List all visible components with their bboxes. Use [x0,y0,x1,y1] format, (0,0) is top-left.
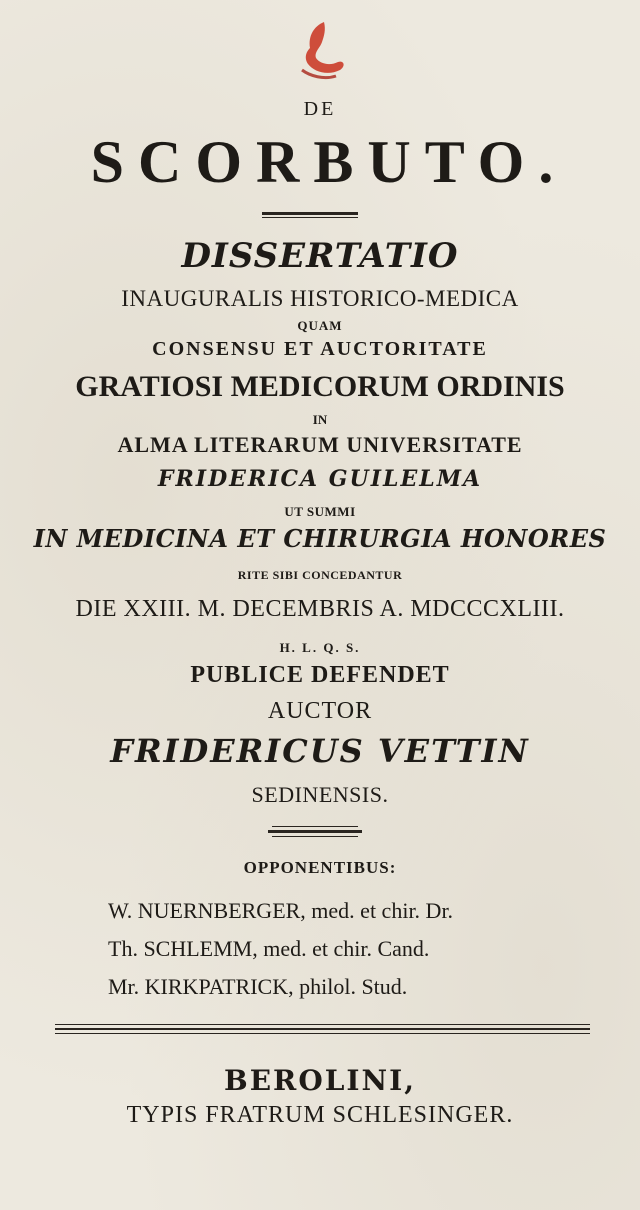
in-line: IN [312,412,328,427]
divider [262,217,358,218]
publice-line: PUBLICE DEFENDET [190,662,450,688]
title-subject: SCORBUTO. [90,129,568,195]
author-name: FRIDERICUS VETTIN [110,732,530,770]
date-line: DIE XXIII. M. DECEMBRIS A. MDCCCXLIII. [75,596,565,622]
ut-summi-line: UT SUMMI [284,504,356,519]
opponent-item: W. NUERNBERGER, med. et chir. Dr. [108,898,454,923]
opponent-item: Mr. KIRKPATRICK, philol. Stud. [108,974,408,999]
divider [272,836,358,837]
divider [55,1024,590,1025]
imprint-place: BEROLINI, [224,1064,416,1097]
consensu-line: CONSENSU ET AUCTORITATE [152,338,488,360]
divider [55,1028,590,1030]
university-name: FRIDERICA GUILELMA [157,466,483,492]
rite-line: RITE SIBI CONCEDANTUR [237,568,403,582]
divider [272,826,358,827]
title-preposition: DE [303,98,337,120]
opponentibus-heading: OPPONENTIBUS: [243,858,397,877]
inauguralis-line: INAUGURALIS HISTORICO-MEDICA [121,286,519,311]
honores-line: IN MEDICINA ET CHIRURGIA HONORES [33,524,607,553]
author-origin: SEDINENSIS. [251,782,389,807]
gratiosi-line: GRATIOSI MEDICORUM ORDINIS [75,370,565,403]
divider [55,1033,590,1034]
imprint-printer: TYPIS FRATRUM SCHLESINGER. [126,1102,514,1128]
opponent-item: Th. SCHLEMM, med. et chir. Cand. [108,936,430,961]
quam-line: QUAM [297,318,343,333]
auctor-line: AUCTOR [267,698,373,724]
library-stamp-icon [284,18,354,86]
alma-line: ALMA LITERARUM UNIVERSITATE [117,432,523,457]
dissertatio-heading: DISSERTATIO [181,236,459,276]
hlqs-line: H. L. Q. S. [279,640,361,655]
divider [268,830,362,833]
divider [262,212,358,215]
